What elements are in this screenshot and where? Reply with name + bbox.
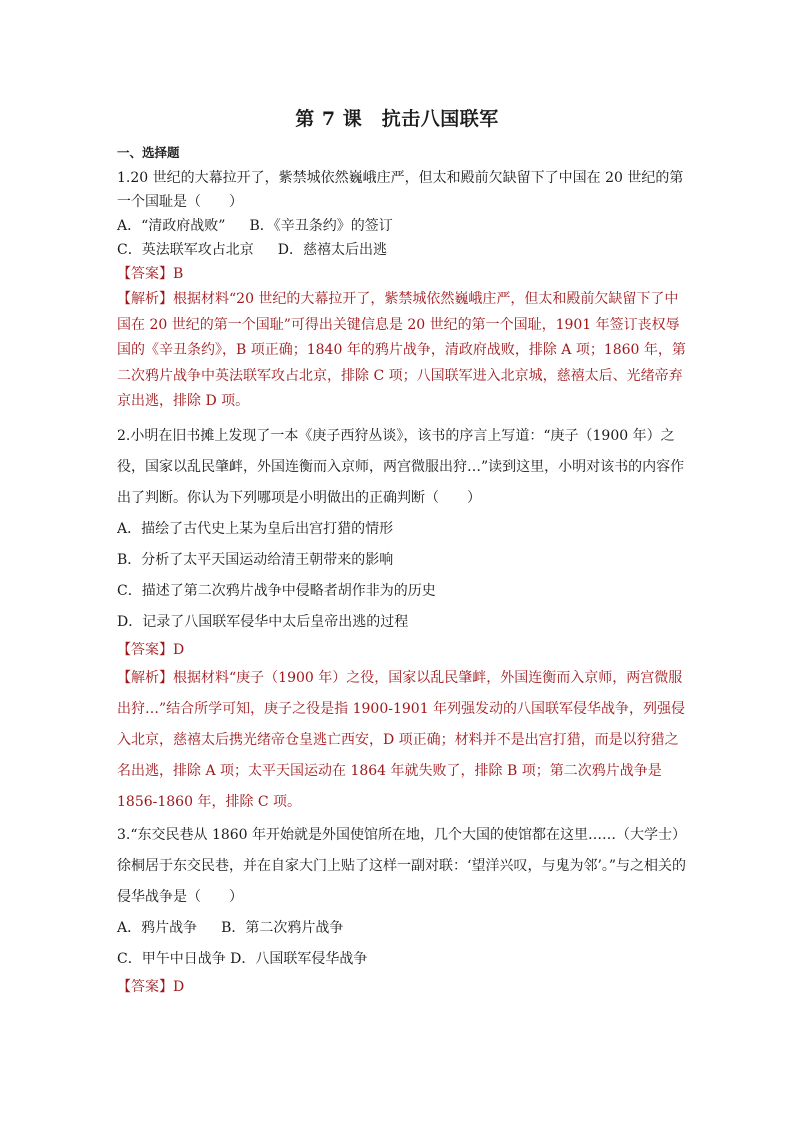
question-1-option-c: C．英法联军攻占北京	[117, 242, 254, 258]
section-heading: 一、选择题	[117, 145, 180, 160]
question-3-option-c: C．甲午中日战争	[117, 950, 226, 967]
question-2	[117, 421, 687, 818]
question-1-options-row2	[117, 238, 687, 262]
question-2-stem: 2.小明在旧书摊上发现了一本《庚子西狩丛谈》，该书的序言上写道：“庚子（1900 年）之役，国家以乱民肇衅，外国连衡而入京师，两宫微服出狩…”读到这里，小明对该书的内容作出了判断。你认为下列哪项是小明做出的正确判断（ ）	[117, 427, 685, 506]
question-2-answer: 【答案】D	[117, 641, 185, 658]
question-2-option-b: B．分析了太平天国运动给清王朝带来的影响	[117, 551, 394, 568]
question-3-option-a: A．鸦片战争	[117, 919, 198, 936]
question-1-answer: 【答案】B	[117, 266, 184, 282]
question-3-option-b: B．第二次鸦片战争	[221, 919, 344, 936]
question-1-options-row1	[117, 214, 687, 238]
question-1-option-b: B．《辛丑条约》的签订	[249, 218, 393, 234]
question-2-option-c: C．描述了第二次鸦片战争中侵略者胡作非为的历史	[117, 582, 436, 599]
page-title: 第 7 课 抗击八国联军	[295, 108, 499, 130]
question-1-option-d: D．慈禧太后出逃	[277, 242, 387, 258]
question-3-option-d: D．八国联军侵华战争	[230, 950, 368, 967]
question-1-stem: 1.20 世纪的大幕拉开了，紫禁城依然巍峨庄严，但太和殿前欠缺留下了中国在 20 世纪的第一个国耻是（ ）	[117, 170, 684, 210]
question-3-stem: 3.“东交民巷从 1860 年开始就是外国使馆所在地，几个大国的使馆都在这里……（大学士）徐桐居于东交民巷，并在自家大门上贴了这样一副对联：‘望洋兴叹，与鬼为邻’。”与之相关的侵华战争是（ ）	[117, 826, 687, 905]
question-1-analysis: 【解析】根据材料“20 世纪的大幕拉开了，紫禁城依然巍峨庄严，但太和殿前欠缺留下了中国在 20 世纪的第一个国耻”可得出关键信息是 20 世纪的第一个国耻，1901 年签订丧权辱国的《辛丑条约》，B 项正确；1840 年的鸦片战争，清政府战败，排除 A 项；1860 年，第二次鸦片战争中英法联军攻占北京，排除 C 项；八国联军进入北京城，慈禧太后、光绪帝弃京出逃，排除 D 项。	[117, 291, 686, 409]
question-2-option-d: D．记录了八国联军侵华中太后皇帝出逃的过程	[117, 613, 409, 630]
question-3-answer: 【答案】D	[117, 978, 185, 995]
question-1-option-a: A．“清政府战败”	[117, 218, 226, 234]
question-3-options-row1	[117, 913, 687, 944]
question-2-option-a: A．描绘了古代史上某为皇后出宫打猎的情形	[117, 520, 394, 537]
document-content	[117, 144, 687, 1000]
question-2-analysis: 【解析】根据材料“庚子（1900 年）之役，国家以乱民肇衅，外国连衡而入京师，两宫微服出狩…”结合所学可知，庚子之役是指 1900-1901 年列强发动的八国联军侵华战争，列强侵入北京，慈禧太后携光绪帝仓皇逃亡西安，D 项正确；材料并不是出宫打猎，而是以狩猎之名出逃，排除 A 项；太平天国运动在 1864 年就失败了，排除 B 项；第二次鸦片战争是 1856-1860 年，排除 C 项。	[117, 669, 686, 810]
question-3-options-row2	[117, 944, 687, 975]
question-1	[117, 166, 687, 415]
question-3	[117, 820, 687, 1000]
